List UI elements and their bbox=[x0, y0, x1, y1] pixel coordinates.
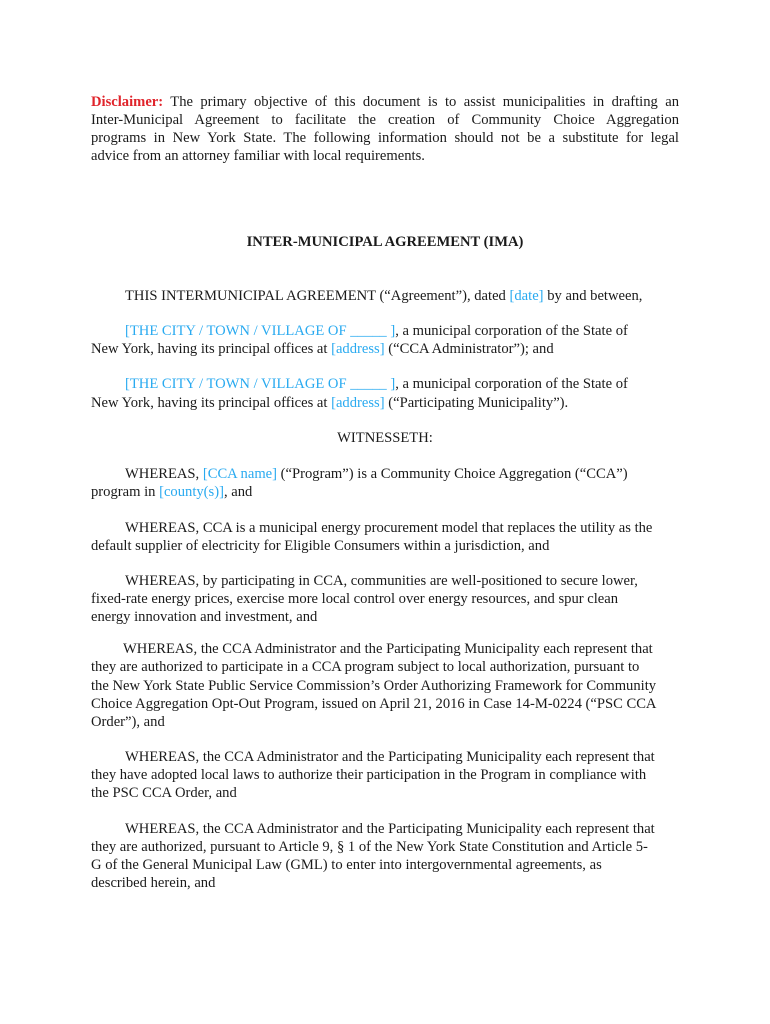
whereas-2-line bbox=[125, 519, 652, 537]
text: described herein, and bbox=[91, 875, 216, 891]
text: THIS INTERMUNICIPAL AGREEMENT (“Agreement”), dated bbox=[125, 288, 510, 304]
text: The primary objective of this document is to assist municipalities in drafting an bbox=[163, 94, 679, 110]
text: (“Program”) is a Community Choice Aggregation (“CCA”) bbox=[277, 466, 628, 482]
text: New York, having its principal offices at bbox=[91, 395, 332, 411]
text: , a municipal corporation of the State of bbox=[395, 376, 628, 392]
text: WITNESSETH: bbox=[337, 430, 433, 446]
whereas-6-line bbox=[91, 856, 602, 874]
intro-line bbox=[125, 287, 642, 305]
witnesseth-line bbox=[0, 429, 770, 447]
text: WHEREAS, the CCA Administrator and the Participating Municipality each represent that bbox=[125, 749, 655, 765]
party-administrator-line bbox=[91, 340, 554, 358]
text: WHEREAS, bbox=[125, 466, 203, 482]
text: they have adopted local laws to authorize their participation in the Program in compliance with bbox=[91, 767, 647, 783]
text: Inter-Municipal Agreement to facilitate the creation of Community Choice Aggregation bbox=[91, 112, 679, 128]
whereas-2-line bbox=[91, 537, 549, 555]
placeholder-field: [THE CITY / TOWN / VILLAGE OF _____ ] bbox=[125, 323, 396, 339]
text: by and between, bbox=[543, 288, 643, 304]
text: (“Participating Municipality”). bbox=[384, 395, 569, 411]
text: they are authorized, pursuant to Article 9, § 1 of the New York State Constitution and Article 5- bbox=[91, 839, 648, 855]
whereas-4-line bbox=[91, 677, 656, 695]
whereas-5-line bbox=[91, 784, 237, 802]
whereas-1-line bbox=[125, 465, 628, 483]
text: WHEREAS, the CCA Administrator and the Participating Municipality each represent that bbox=[123, 641, 653, 657]
whereas-4-line bbox=[91, 713, 165, 731]
whereas-4-line bbox=[91, 695, 656, 713]
whereas-6-line bbox=[91, 874, 215, 892]
text: WHEREAS, CCA is a municipal energy procurement model that replaces the utility as the bbox=[125, 520, 653, 536]
disclaimer-line bbox=[91, 111, 679, 129]
placeholder-field: [THE CITY / TOWN / VILLAGE OF _____ ] bbox=[125, 376, 396, 392]
whereas-6-line bbox=[91, 838, 648, 856]
disclaimer-line bbox=[91, 147, 425, 165]
placeholder-field: [county(s)] bbox=[159, 484, 224, 500]
text: program in bbox=[91, 484, 160, 500]
whereas-1-line bbox=[91, 483, 252, 501]
text: fixed-rate energy prices, exercise more local control over energy resources, and spur clean bbox=[91, 591, 619, 607]
placeholder-field: [date] bbox=[509, 288, 544, 304]
whereas-4-line bbox=[91, 658, 639, 676]
text: New York, having its principal offices at bbox=[91, 341, 332, 357]
text: , a municipal corporation of the State of bbox=[395, 323, 628, 339]
text: they are authorized to participate in a CCA program subject to local authorization, pursuant to bbox=[91, 659, 640, 675]
agreement-title: INTER-MUNICIPAL AGREEMENT (IMA) bbox=[246, 234, 524, 250]
whereas-5-line bbox=[91, 766, 646, 784]
whereas-4-line bbox=[123, 640, 653, 658]
placeholder-field: [address] bbox=[331, 395, 385, 411]
whereas-3-line bbox=[91, 590, 618, 608]
placeholder-field: [CCA name] bbox=[202, 466, 278, 482]
text: advice from an attorney familiar with local requirements. bbox=[91, 148, 425, 164]
party-participating-line bbox=[91, 394, 568, 412]
whereas-3-line bbox=[91, 608, 317, 626]
text: WHEREAS, the CCA Administrator and the Participating Municipality each represent that bbox=[125, 821, 655, 837]
party-administrator-line bbox=[125, 322, 628, 340]
text: default supplier of electricity for Eligible Consumers within a jurisdiction, and bbox=[91, 538, 550, 554]
disclaimer-line bbox=[91, 93, 679, 111]
text: WHEREAS, by participating in CCA, communities are well-positioned to secure lower, bbox=[125, 573, 638, 589]
placeholder-field: [address] bbox=[331, 341, 385, 357]
text: Order”), and bbox=[91, 714, 165, 730]
text: , and bbox=[223, 484, 253, 500]
text: (“CCA Administrator”); and bbox=[384, 341, 554, 357]
whereas-3-line bbox=[125, 572, 638, 590]
text: energy innovation and investment, and bbox=[91, 609, 318, 625]
text: the New York State Public Service Commission’s Order Authorizing Framework for Community bbox=[91, 678, 657, 694]
title-line bbox=[0, 233, 770, 251]
disclaimer-label: Disclaimer: bbox=[91, 94, 164, 110]
whereas-6-line bbox=[125, 820, 655, 838]
text: programs in New York State. The following information should not be a substitute for legal bbox=[91, 130, 679, 146]
text: Choice Aggregation Opt-Out Program, issued on April 21, 2016 in Case 14-M-0224 (“PSC CCA bbox=[91, 696, 657, 712]
text: G of the General Municipal Law (GML) to enter into intergovernmental agreements, as bbox=[91, 857, 602, 873]
text: the PSC CCA Order, and bbox=[91, 785, 237, 801]
disclaimer-line bbox=[91, 129, 679, 147]
party-participating-line bbox=[125, 375, 628, 393]
whereas-5-line bbox=[125, 748, 655, 766]
